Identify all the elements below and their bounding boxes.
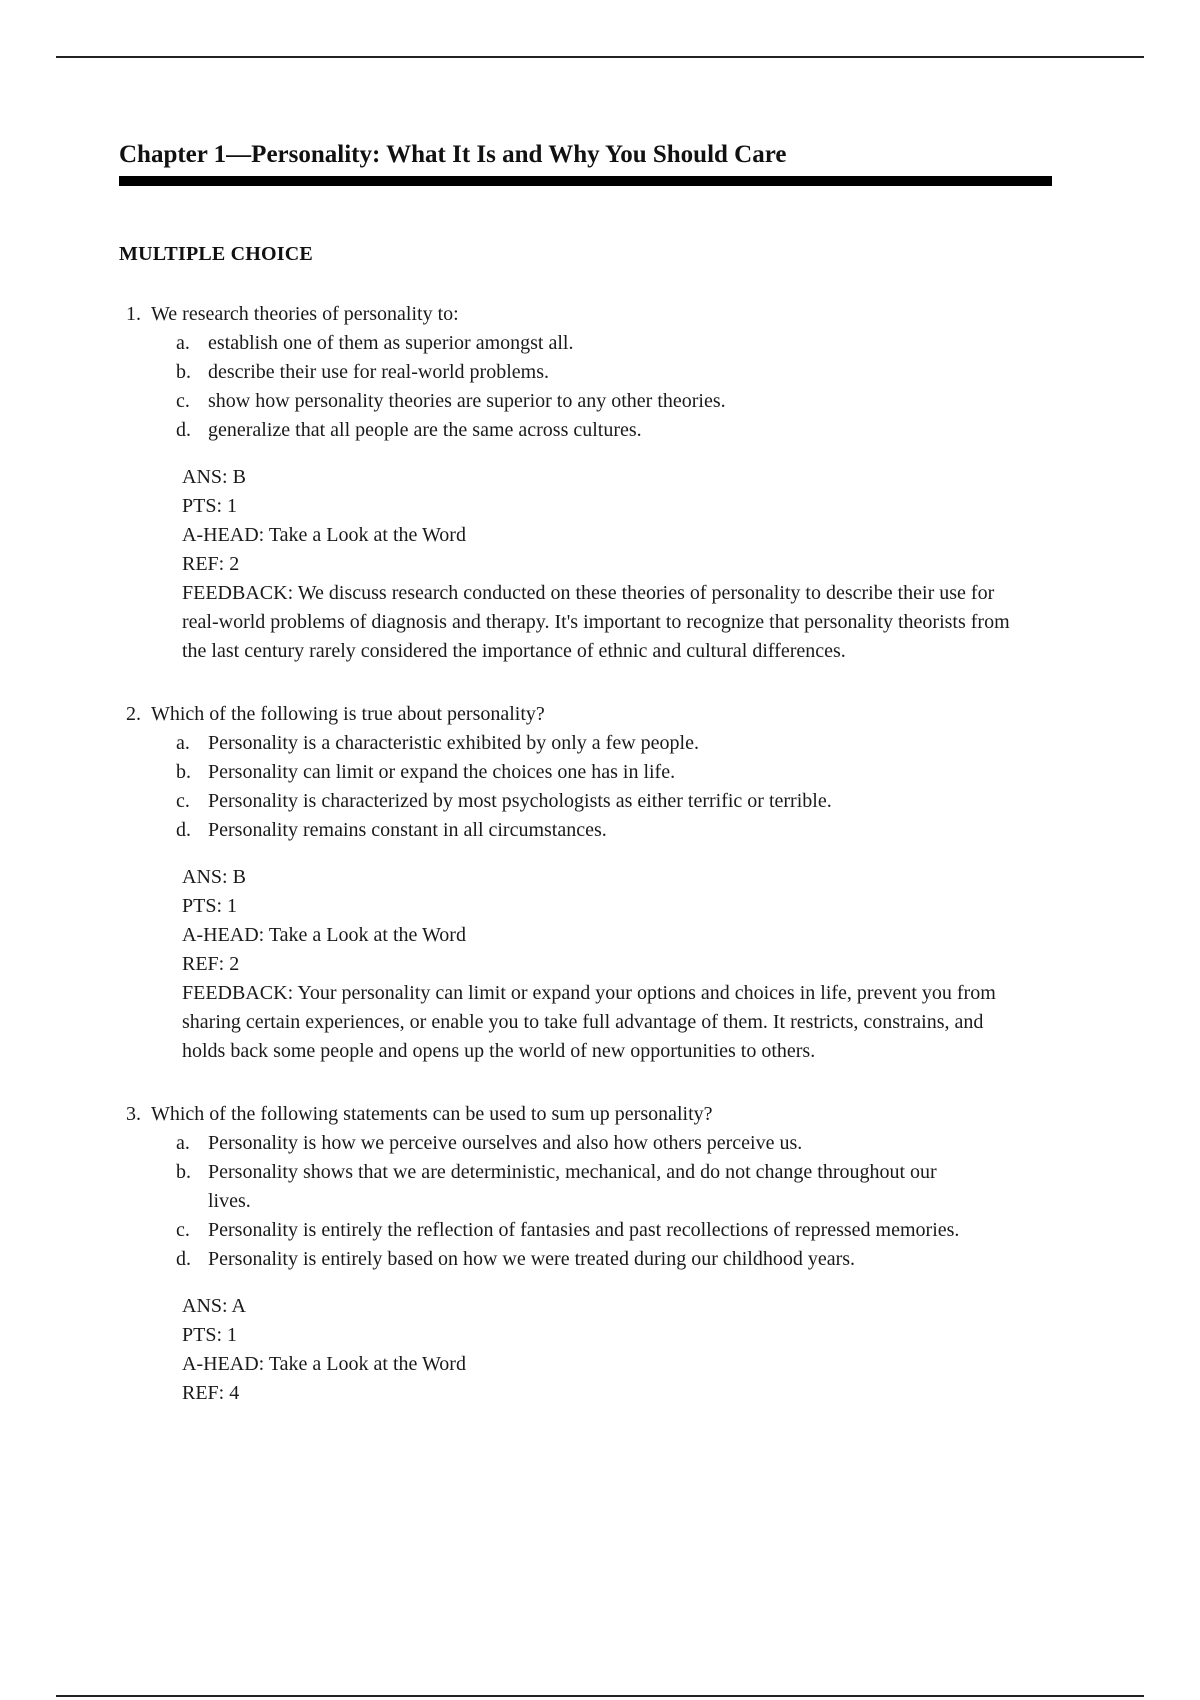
option-text: Personality is how we perceive ourselves and also how others perceive us.	[208, 1132, 803, 1154]
option-letter: c.	[176, 1219, 190, 1241]
chapter-title-bar	[119, 176, 1052, 186]
points: PTS: 1	[182, 895, 238, 917]
page-content	[119, 140, 1059, 1408]
option-letter: b.	[176, 761, 191, 783]
points: PTS: 1	[182, 1324, 238, 1346]
option-text: Personality is entirely the reflection of fantasies and past recollections of repressed memories.	[208, 1219, 960, 1241]
option-c	[119, 1216, 1059, 1245]
option-text: Personality is characterized by most psychologists as either terrific or terrible.	[208, 790, 832, 812]
question-number: 3.	[126, 1103, 141, 1125]
option-text: Personality is entirely based on how we were treated during our childhood years.	[208, 1248, 856, 1270]
a-head: A-HEAD: Take a Look at the Word	[182, 524, 466, 546]
option-text: establish one of them as superior amongst all.	[208, 332, 574, 354]
feedback: FEEDBACK: We discuss research conducted on these theories of personality to describe their use for real-world problems of diagnosis and therapy. It's important to recognize that personality theorists from the last century rarely considered the importance of ethnic and cultural differences.	[182, 582, 1010, 662]
a-head: A-HEAD: Take a Look at the Word	[182, 1353, 466, 1375]
option-text: Personality shows that we are deterministic, mechanical, and do not change throughout our lives.	[208, 1161, 937, 1212]
question-1	[119, 300, 1059, 666]
option-d	[119, 1245, 1059, 1274]
points: PTS: 1	[182, 495, 238, 517]
option-letter: a.	[176, 732, 190, 754]
option-b	[119, 758, 1059, 787]
option-letter: c.	[176, 790, 190, 812]
section-heading: MULTIPLE CHOICE	[119, 243, 313, 265]
option-text: describe their use for real-world problems.	[208, 361, 549, 383]
question-stem	[119, 1100, 1059, 1129]
question-text: Which of the following is true about personality?	[151, 703, 545, 725]
option-letter: c.	[176, 390, 190, 412]
question-number: 2.	[126, 703, 141, 725]
option-d	[119, 416, 1059, 445]
question-text: Which of the following statements can be used to sum up personality?	[151, 1103, 713, 1125]
option-text: Personality is a characteristic exhibited by only a few people.	[208, 732, 699, 754]
question-stem	[119, 300, 1059, 329]
option-text: Personality remains constant in all circumstances.	[208, 819, 607, 841]
reference: REF: 2	[182, 953, 240, 975]
option-a	[119, 329, 1059, 358]
option-text: show how personality theories are superior to any other theories.	[208, 390, 726, 412]
answer-options	[119, 729, 1059, 845]
option-letter: d.	[176, 419, 191, 441]
option-c	[119, 387, 1059, 416]
option-a	[119, 1129, 1059, 1158]
answer-metadata	[119, 1292, 1029, 1408]
option-text: generalize that all people are the same across cultures.	[208, 419, 642, 441]
answer-key: ANS: A	[182, 1295, 246, 1317]
option-c	[119, 787, 1059, 816]
option-b	[119, 358, 1059, 387]
bottom-rule	[56, 1695, 1144, 1697]
answer-options	[119, 1129, 1059, 1274]
reference: REF: 2	[182, 553, 240, 575]
option-letter: a.	[176, 1132, 190, 1154]
answer-options	[119, 329, 1059, 445]
reference: REF: 4	[182, 1382, 240, 1404]
question-text: We research theories of personality to:	[151, 303, 459, 325]
option-text: Personality can limit or expand the choices one has in life.	[208, 761, 676, 783]
answer-key: ANS: B	[182, 866, 246, 888]
option-letter: b.	[176, 361, 191, 383]
option-letter: d.	[176, 819, 191, 841]
option-b	[119, 1158, 1059, 1216]
option-letter: d.	[176, 1248, 191, 1270]
option-letter: a.	[176, 332, 190, 354]
question-3	[119, 1100, 1059, 1408]
answer-metadata	[119, 863, 1029, 1066]
chapter-title: Chapter 1—Personality: What It Is and Why You Should Care	[119, 141, 787, 168]
a-head: A-HEAD: Take a Look at the Word	[182, 924, 466, 946]
answer-key: ANS: B	[182, 466, 246, 488]
option-letter: b.	[176, 1161, 191, 1183]
question-2	[119, 700, 1059, 1066]
top-rule	[56, 56, 1144, 58]
option-d	[119, 816, 1059, 845]
answer-metadata	[119, 463, 1029, 666]
feedback: FEEDBACK: Your personality can limit or expand your options and choices in life, prevent you from sharing certain experiences, or enable you to take full advantage of them. It restricts, constrains, and holds back some people and opens up the world of new opportunities to others.	[182, 982, 996, 1062]
option-a	[119, 729, 1059, 758]
question-number: 1.	[126, 303, 141, 325]
question-stem	[119, 700, 1059, 729]
